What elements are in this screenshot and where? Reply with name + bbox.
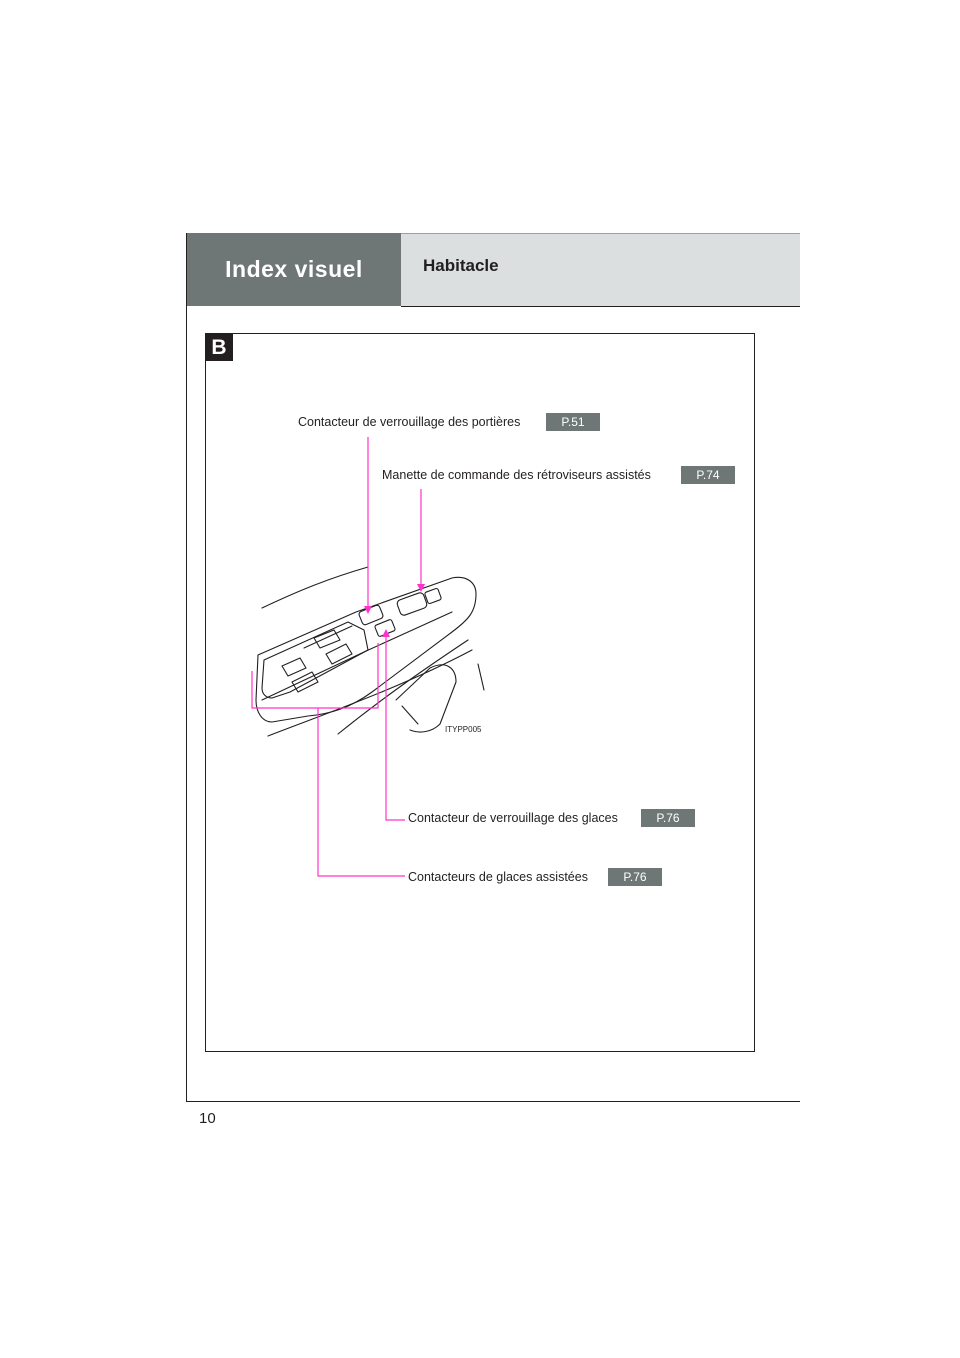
door-trim-line [262, 567, 368, 608]
leader-line-power-windows [318, 708, 405, 876]
mirror-control-knob [396, 592, 428, 617]
leader-line-window-lock [386, 637, 405, 820]
page-ref-power-windows[interactable]: P.76 [608, 868, 662, 886]
page-ref-door-lock[interactable]: P.51 [546, 413, 600, 431]
callout-label-mirror: Manette de commande des rétroviseurs assistés [382, 468, 651, 482]
callout-label-door-lock: Contacteur de verrouillage des portières [298, 415, 521, 429]
section-badge: B [205, 334, 233, 361]
page-ref-window-lock[interactable]: P.76 [641, 809, 695, 827]
page-ref-mirror[interactable]: P.74 [681, 466, 735, 484]
callout-label-window-lock: Contacteur de verrouillage des glaces [408, 811, 618, 825]
door-trim-line [338, 640, 468, 734]
section-title: Index visuel [187, 233, 401, 306]
switch-panel-outline [256, 577, 476, 722]
subsection-title: Habitacle [423, 256, 499, 275]
window-switch-bank [262, 622, 368, 698]
window-switch [282, 658, 306, 676]
page-number: 10 [199, 1110, 216, 1127]
door-pocket [396, 665, 456, 732]
door-pocket [402, 706, 418, 724]
window-switch [292, 672, 318, 692]
illustration-code: ITYPP005 [445, 725, 482, 734]
callout-label-power-windows: Contacteurs de glaces assistées [408, 870, 588, 884]
door-edge [478, 664, 484, 690]
mirror-selector [424, 588, 441, 604]
